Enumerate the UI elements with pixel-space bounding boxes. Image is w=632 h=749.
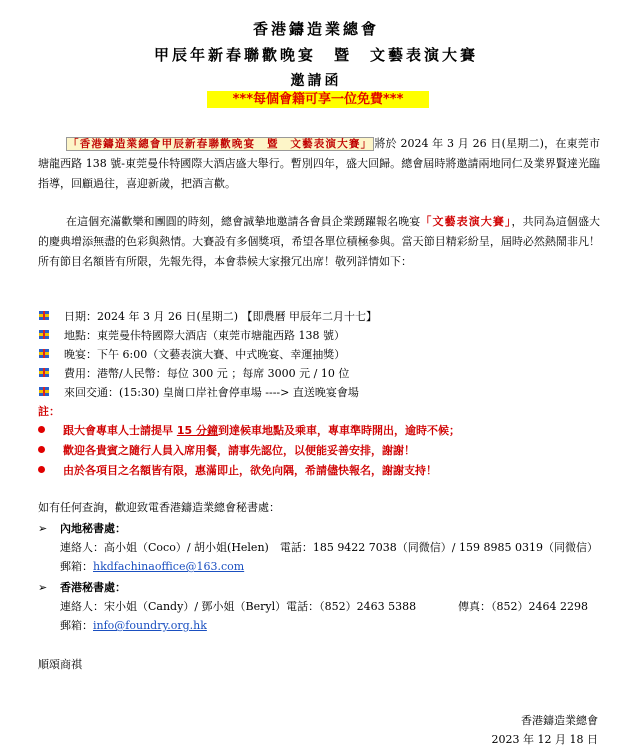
detail-fee: 費用：港幣/人民幣：每位 300 元 ；每席 3000 元 / 10 位	[38, 364, 349, 383]
invite-paragraph	[38, 212, 600, 272]
closing-greeting: 順頌商祺	[38, 658, 82, 671]
event-name-highlight: 「香港鑄造業總會甲辰新春聯歡晚宴 暨 文藝表演大賽」	[68, 138, 373, 150]
red-dot-bullet-icon	[38, 426, 45, 433]
hk-email-link[interactable]: info@foundry.org.hk	[93, 619, 207, 632]
book-bullet-icon	[38, 386, 50, 397]
book-bullet-icon	[38, 367, 50, 378]
book-bullet-icon	[38, 329, 50, 340]
event-title: 甲辰年新春聯歡晚宴 暨 文藝表演大賽	[153, 46, 478, 64]
book-bullet-icon	[38, 310, 50, 321]
book-bullet-icon	[38, 348, 50, 359]
invitation-title: 邀請函	[290, 73, 342, 89]
mainland-contact: 連絡人：高小姐（Coco）/ 胡小姐(Helen) 電話：185 9422 7038（同微信）/ 159 8985 0319（同微信）	[60, 541, 598, 554]
invite-text-2: ，共同為這個盛大的慶典增添無盡的色彩與熱情。大賽設有多個獎項，希望各單位積極參與。當天節目精彩紛呈，屆時必然熱鬧非凡！所有節目名額皆有所限，先報先得，本會恭候大家撥冗出席！敬列詳情如下：	[38, 215, 601, 268]
mainland-email-link[interactable]: hkdfachinaoffice@163.com	[93, 560, 245, 573]
mainland-email-row: 郵箱：hkdfachinaoffice@163.com	[60, 560, 245, 573]
mainland-office-heading: ➢ 內地秘書處：	[38, 522, 126, 535]
hk-email-row: 郵箱：info@foundry.org.hk	[60, 619, 207, 632]
signature-org: 香港鑄造業總會	[521, 714, 598, 727]
intro-paragraph	[38, 134, 600, 194]
contact-intro: 如有任何查詢，歡迎致電香港鑄造業總會秘書處：	[38, 501, 280, 514]
notes-label: 註：	[38, 405, 60, 418]
note-shuttle: 跟大會專車人士請提早 15 分鐘到達候車地點及乘車，專車準時開出，逾時不候；	[38, 421, 460, 441]
free-membership-banner: ***每個會籍可享一位免費***	[207, 91, 429, 108]
arrow-bullet-icon: ➢	[38, 522, 48, 535]
hk-contact: 連絡人：宋小姐（Candy）/ 鄧小姐（Beryl）電話：（852）2463 5388	[60, 600, 417, 613]
note-quota: 由於各項目之名額皆有限，惠滿即止，欲免向隅，希請儘快報名，謝謝支持！	[38, 461, 437, 481]
hk-fax: 傳真：（852）2464 2298	[458, 600, 588, 613]
detail-dinner: 晚宴：下午 6:00（文藝表演大賽、中式晚宴、幸運抽獎）	[38, 345, 345, 364]
hk-office-heading: ➢ 香港秘書處：	[38, 581, 126, 594]
note-guests: 歡迎各貴賓之隨行人員入席用餐，請事先認位，以便能妥善安排，謝謝！	[38, 441, 415, 461]
org-title: 香港鑄造業總會	[252, 20, 379, 38]
arrow-bullet-icon: ➢	[38, 581, 48, 594]
signature-date: 2023 年 12 月 18 日	[491, 733, 598, 746]
detail-transport: 來回交通：(15:30) 皇崗口岸社會停車場 ----> 直送晚宴會場	[38, 383, 359, 402]
invite-text-1: 在這個充滿歡樂和團圓的時刻，總會誠摯地邀請各會員企業踴躍報名晚宴	[66, 215, 421, 228]
intro-text: 將於 2024 年 3 月 26 日(星期二)，在東莞市塘龍西路 138 號-東莞曼佧特國際大酒店盛大舉行。暫別四年，盛大回歸。總會屆時將邀請兩地同仁及業界賢達光臨指導，回顧過往，喜迎新歲，把酒言歡。	[38, 137, 600, 190]
detail-venue: 地點：東莞曼佧特國際大酒店（東莞市塘龍西路 138 號）	[38, 326, 345, 345]
red-dot-bullet-icon	[38, 466, 45, 473]
red-dot-bullet-icon	[38, 446, 45, 453]
competition-highlight: 「文藝表演大賽」	[420, 215, 512, 228]
detail-date: 日期：2024 年 3 月 26 日(星期二) 【即農曆 甲辰年二月十七】	[38, 307, 377, 326]
